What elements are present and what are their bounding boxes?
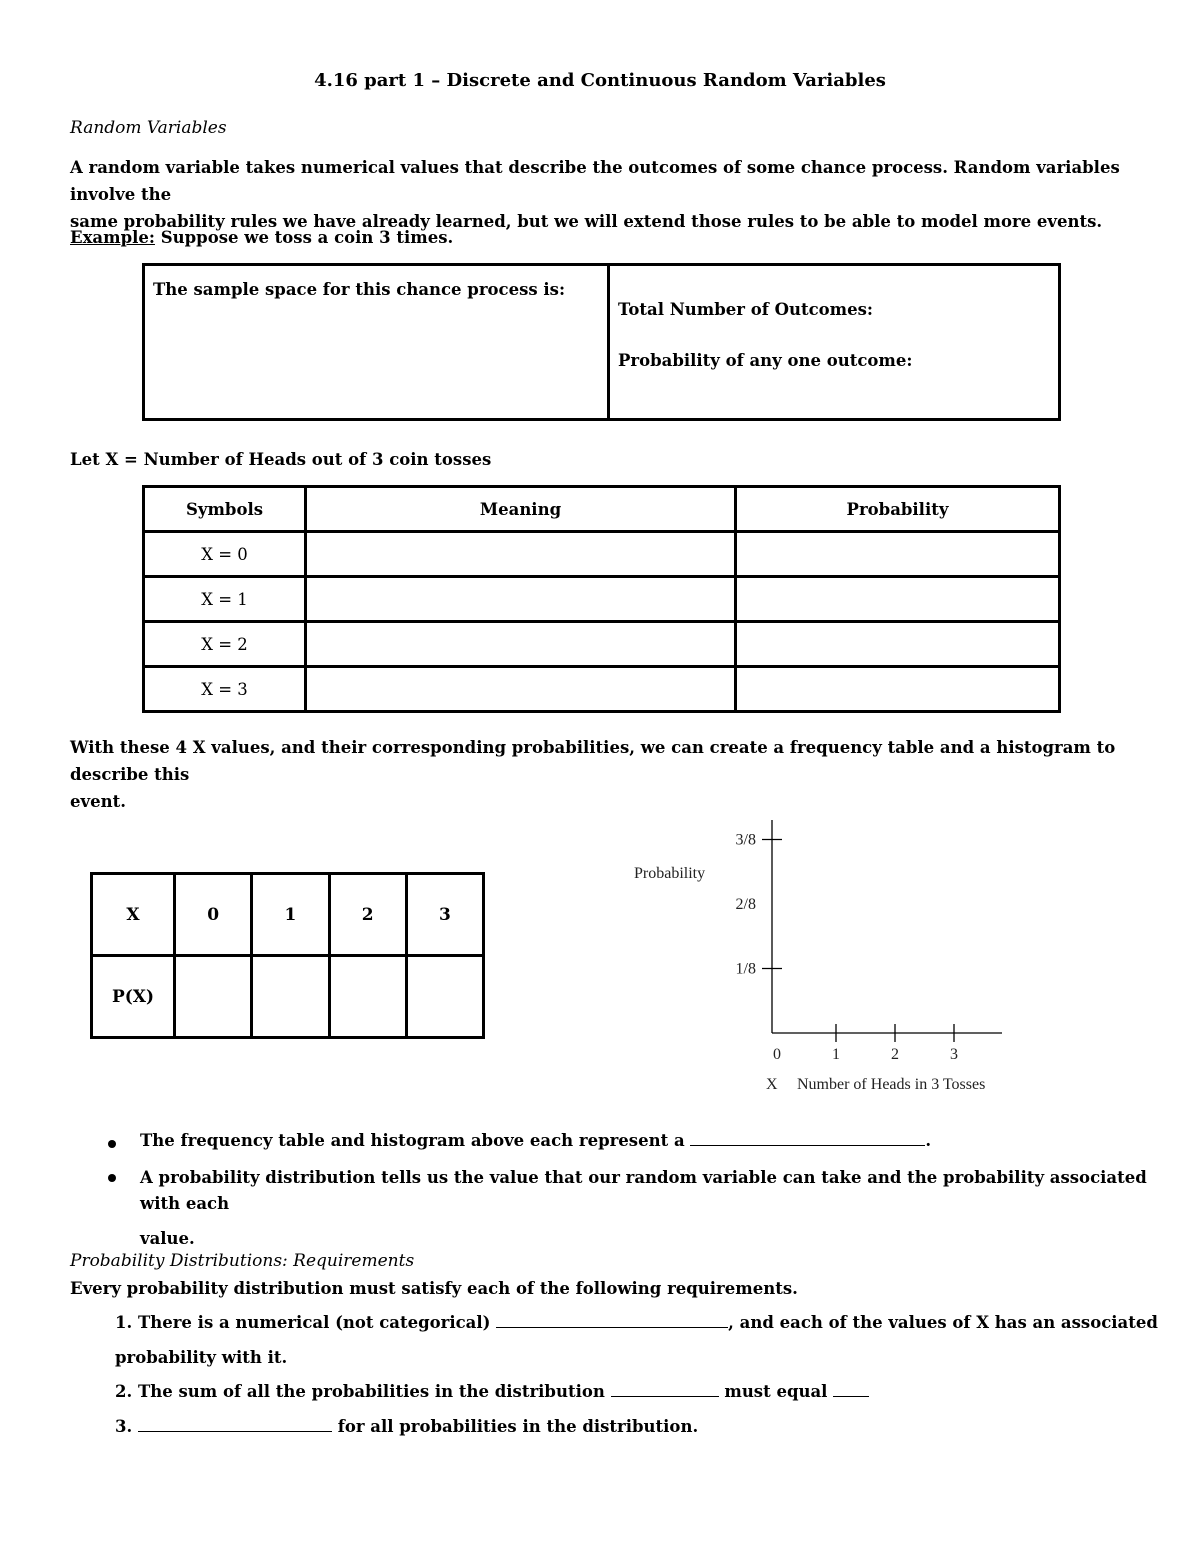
symbol-cell: X = 2 bbox=[144, 622, 306, 667]
outcomes-cell bbox=[609, 265, 1060, 420]
with-these-paragraph bbox=[70, 734, 1150, 815]
with-these-line-1: With these 4 X values, and their corresponding probabilities, we can create a frequency table and a histogram to describe this bbox=[70, 738, 1116, 784]
y-tick-label: 1/8 bbox=[735, 960, 756, 978]
table-row bbox=[144, 532, 1060, 577]
freq-prob-cell[interactable] bbox=[406, 956, 483, 1038]
sample-space-box bbox=[142, 263, 1061, 421]
answer-blank[interactable] bbox=[690, 1144, 925, 1146]
sample-space-label: The sample space for this chance process is: bbox=[153, 280, 566, 299]
bullet-1 bbox=[140, 1131, 931, 1150]
page-title: 4.16 part 1 – Discrete and Continuous Random Variables bbox=[314, 70, 886, 91]
bullet-2-line-2: value. bbox=[140, 1229, 195, 1248]
probability-cell[interactable] bbox=[736, 667, 1060, 712]
chart-y-label: Probability bbox=[634, 865, 706, 882]
requirements-intro: Every probability distribution must satisfy each of the following requirements. bbox=[70, 1279, 798, 1298]
let-x-definition: Let X = Number of Heads out of 3 coin tosses bbox=[70, 450, 492, 469]
sample-space-cell bbox=[144, 265, 609, 420]
freq-prob-cell[interactable] bbox=[252, 956, 329, 1038]
requirement-1-line-2: probability with it. bbox=[115, 1348, 288, 1367]
freq-header-x: X bbox=[92, 874, 175, 956]
intro-paragraph bbox=[70, 154, 1150, 235]
answer-blank[interactable] bbox=[496, 1326, 728, 1328]
requirement-1-text-end: , and each of the values of X has an associated bbox=[728, 1313, 1158, 1332]
chart-x-symbol: X bbox=[766, 1076, 778, 1093]
requirement-1 bbox=[115, 1309, 1158, 1336]
frequency-table bbox=[90, 872, 485, 1039]
histogram-chart bbox=[620, 810, 1020, 1100]
col-header-symbols: Symbols bbox=[144, 487, 306, 532]
freq-prob-cell[interactable] bbox=[175, 956, 252, 1038]
col-header-probability: Probability bbox=[736, 487, 1060, 532]
x-tick-label: 3 bbox=[950, 1046, 958, 1063]
intro-line-1: A random variable takes numerical values that describe the outcomes of some chance process. Random variables involve the bbox=[70, 158, 1120, 204]
x-meaning-table bbox=[142, 485, 1061, 713]
requirements-heading: Probability Distributions: Requirements bbox=[70, 1251, 415, 1271]
probability-one-outcome-label: Probability of any one outcome: bbox=[618, 351, 913, 370]
meaning-cell[interactable] bbox=[306, 577, 736, 622]
probability-cell[interactable] bbox=[736, 532, 1060, 577]
with-these-line-2: event. bbox=[70, 792, 126, 811]
probability-cell[interactable] bbox=[736, 577, 1060, 622]
example-label: Example: bbox=[70, 228, 155, 247]
answer-blank[interactable] bbox=[138, 1430, 332, 1432]
x-tick-label: 0 bbox=[773, 1046, 781, 1063]
total-outcomes-label: Total Number of Outcomes: bbox=[618, 300, 873, 319]
freq-value-3: 3 bbox=[406, 874, 483, 956]
bullet-2 bbox=[140, 1165, 1150, 1252]
table-row bbox=[144, 577, 1060, 622]
requirement-2-text: 2. The sum of all the probabilities in the distribution bbox=[115, 1382, 611, 1401]
probability-cell[interactable] bbox=[736, 622, 1060, 667]
meaning-cell[interactable] bbox=[306, 667, 736, 712]
freq-value-1: 1 bbox=[252, 874, 329, 956]
requirement-2-middle: must equal bbox=[718, 1382, 834, 1401]
freq-value-2: 2 bbox=[329, 874, 406, 956]
bullet-dot bbox=[108, 1140, 116, 1148]
section-heading-random-variables: Random Variables bbox=[70, 118, 227, 138]
x-tick-label: 1 bbox=[832, 1046, 840, 1063]
bullet-1-end: . bbox=[925, 1131, 932, 1150]
example-text: Suppose we toss a coin 3 times. bbox=[154, 228, 454, 247]
freq-prob-cell[interactable] bbox=[329, 956, 406, 1038]
table-row bbox=[144, 667, 1060, 712]
bullet-2-line-1: A probability distribution tells us the value that our random variable can take and the probability associated with each bbox=[140, 1168, 1147, 1213]
symbol-cell: X = 1 bbox=[144, 577, 306, 622]
y-tick-label: 3/8 bbox=[735, 831, 756, 849]
meaning-cell[interactable] bbox=[306, 622, 736, 667]
col-header-meaning: Meaning bbox=[306, 487, 736, 532]
meaning-cell[interactable] bbox=[306, 532, 736, 577]
requirement-1-text: 1. There is a numerical (not categorical) bbox=[115, 1313, 497, 1332]
symbol-cell: X = 3 bbox=[144, 667, 306, 712]
freq-header-px: P(X) bbox=[92, 956, 175, 1038]
symbol-cell: X = 0 bbox=[144, 532, 306, 577]
y-tick-label: 2/8 bbox=[735, 896, 756, 913]
requirement-3 bbox=[115, 1413, 698, 1440]
x-tick-label: 2 bbox=[891, 1046, 899, 1063]
requirement-3-text: 3. bbox=[115, 1417, 138, 1436]
example-line bbox=[70, 224, 453, 251]
intro-line-2: same probability rules we have already learned, but we will extend those rules to be able to model more events. bbox=[70, 212, 1103, 231]
answer-blank[interactable] bbox=[611, 1395, 719, 1397]
bullet-1-text: The frequency table and histogram above each represent a bbox=[140, 1131, 691, 1150]
requirement-3-text-end: for all probabilities in the distribution. bbox=[331, 1417, 699, 1436]
table-row bbox=[144, 622, 1060, 667]
answer-blank[interactable] bbox=[833, 1395, 869, 1397]
chart-x-label: Number of Heads in 3 Tosses bbox=[797, 1076, 986, 1093]
freq-value-0: 0 bbox=[175, 874, 252, 956]
bullet-dot bbox=[108, 1174, 116, 1182]
requirement-2 bbox=[115, 1378, 869, 1405]
